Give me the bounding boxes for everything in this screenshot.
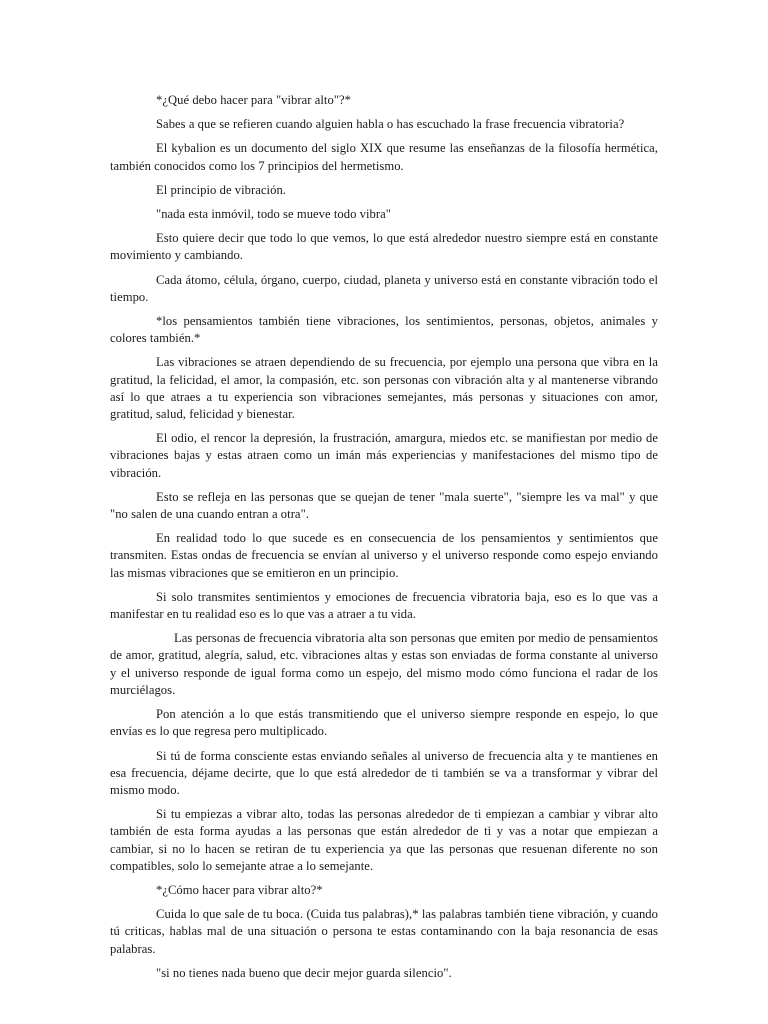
- paragraph-odio: El odio, el rencor la depresión, la frustración, amargura, miedos etc. se manifiestan por medio de vibraciones bajas y estas atraen como un imán más experiencias y manifestaciones del mismo tipo de vibración.: [110, 431, 658, 480]
- section-heading-como-vibrar-alto: *¿Cómo hacer para vibrar alto?*: [156, 882, 323, 897]
- paragraph-mala-suerte: Esto se refleja en las personas que se quejan de tener "mala suerte", "siempre les va mal" y que "no salen de una cuando entran a otra".: [110, 489, 658, 522]
- paragraph-principio-vibracion: El principio de vibración.: [156, 182, 286, 197]
- paragraph-kybalion: El kybalion es un documento del siglo XIX que resume las enseñanzas de la filosofía hermética, también conocidos como los 7 principios del hermetismo.: [110, 141, 658, 173]
- paragraph-pon-atencion: Pon atención a lo que estás transmitiendo que el universo siempre responde en espejo, lo que envías es lo que regresa pero multiplicado.: [110, 707, 658, 739]
- paragraph-frecuencia-alta: Las personas de frecuencia vibratoria alta son personas que emiten por medio de pensamientos de amor, gratitud, alegría, salud, etc. vibraciones altas y estas son enviadas de forma constante al universo y el universo responde de igual forma como un espejo, del mismo modo cómo funciona el radar de los murciélagos.: [110, 631, 658, 697]
- section-heading-vibrar-alto: *¿Qué debo hacer para "vibrar alto"?*: [156, 93, 351, 107]
- paragraph-en-realidad: En realidad todo lo que sucede es en consecuencia de los pensamientos y sentimientos que transmiten. Estas ondas de frecuencia se envían al universo y el universo responde como espejo enviando las mismas vibraciones que se emitieron en un principio.: [110, 531, 658, 580]
- paragraph-pensamientos: *los pensamientos también tiene vibraciones, los sentimientos, personas, objetos, animales y colores también.*: [110, 314, 658, 346]
- quote-nada-esta-inmovil: "nada esta inmóvil, todo se mueve todo vibra": [156, 207, 391, 222]
- paragraph-cuida-palabras: Cuida lo que sale de tu boca. (Cuida tus palabras),* las palabras también tiene vibración, y cuando tú criticas, hablas mal de una situación o persona te estas contaminando con la baja resonancia de esas palabras.: [110, 907, 658, 956]
- quote-guarda-silencio: "si no tienes nada bueno que decir mejor guarda silencio".: [156, 965, 452, 980]
- paragraph-frecuencia-baja: Si solo transmites sentimientos y emociones de frecuencia vibratoria baja, eso es lo que vas a manifestar en tu realidad eso es lo que vas a atraer a tu vida.: [110, 589, 658, 622]
- paragraph-movimiento: Esto quiere decir que todo lo que vemos, lo que está alrededor nuestro siempre está en constante movimiento y cambiando.: [110, 231, 658, 263]
- paragraph-empiezas-vibrar: Si tu empiezas a vibrar alto, todas las personas alrededor de ti empiezan a cambiar y vibrar alto también de esta forma ayudas a las personas que están alrededor de ti y vas a notar que empiezan a cambiar, si no lo hacen se retiran de tu experiencia ya que las personas que resuenan diferente no son compatibles, solo lo semejante atrae a lo semejante.: [110, 807, 658, 873]
- paragraph-forma-consciente: Si tú de forma consciente estas enviando señales al universo de frecuencia alta y te mantienes en esa frecuencia, déjame decirte, que lo que está alrededor de ti también se va a transformar y vibrar del mismo modo.: [110, 748, 658, 797]
- paragraph-frecuencia-question: Sabes a que se refieren cuando alguien habla o has escuchado la frase frecuencia vibratoria?: [156, 117, 625, 132]
- paragraph-vibraciones-atraen: Las vibraciones se atraen dependiendo de su frecuencia, por ejemplo una persona que vibra en la gratitud, la felicidad, el amor, la compasión, etc. son personas con vibración alta y al mantenerse vibrando así lo que atraes a tu experiencia son vibraciones semejantes, más personas y situaciones con amor, gratitud, salud, felicidad y bienestar.: [110, 355, 658, 422]
- paragraph-atomo: Cada átomo, célula, órgano, cuerpo, ciudad, planeta y universo está en constante vibración todo el tiempo.: [110, 272, 658, 304]
